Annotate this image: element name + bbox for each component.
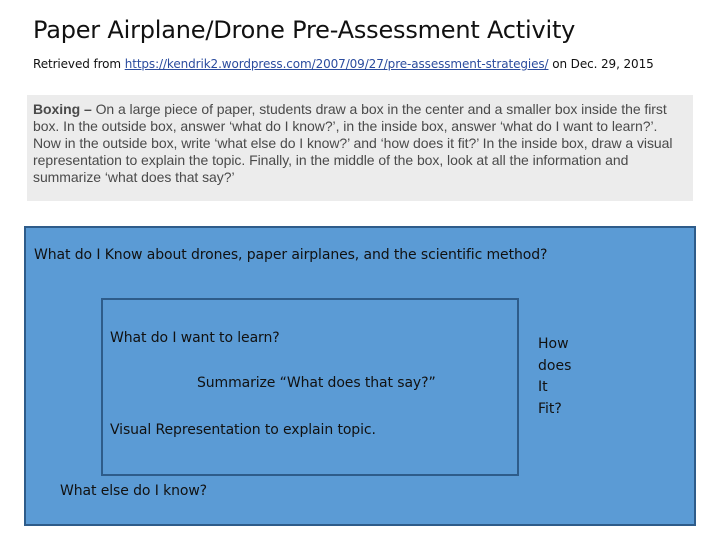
fit-word: It	[538, 379, 548, 395]
fit-word: How	[538, 336, 569, 352]
outer-box-label: What do I Know about drones, paper airplanes, and the scientific method?	[34, 247, 548, 263]
boxing-description	[33, 101, 687, 186]
fit-word: Fit?	[538, 400, 562, 417]
source-citation	[33, 57, 654, 71]
inner-box-label: What do I want to learn?	[110, 330, 280, 346]
what-else-label: What else do I know?	[60, 483, 208, 499]
citation-prefix: Retrieved from	[33, 57, 125, 71]
boxing-heading: Boxing –	[33, 101, 96, 117]
visual-representation-label: Visual Representation to explain topic.	[110, 422, 376, 438]
citation-date: on Dec. 29, 2015	[548, 57, 654, 71]
fit-word: does	[538, 357, 572, 374]
source-link[interactable]: https://kendrik2.wordpress.com/2007/09/27/pre-assessment-strategies/	[124, 57, 549, 71]
how-does-it-fit-label	[538, 334, 571, 420]
page-title: Paper Airplane/Drone Pre-Assessment Activity	[33, 16, 576, 44]
summarize-label: Summarize “What does that say?”	[197, 375, 436, 391]
boxing-body: On a large piece of paper, students draw a box in the center and a smaller box inside the first box. In the outside box, answer ‘what do I know?’, in the inside box, answer ‘what do I want to learn?’. Now in the outside box, write ‘what else do I know?’ and ‘how does it fit?’ In the inside box, draw a visual representation to explain the topic. Finally, in the middle of the box, look at all the information and summarize ‘what does that say?’	[33, 101, 673, 185]
